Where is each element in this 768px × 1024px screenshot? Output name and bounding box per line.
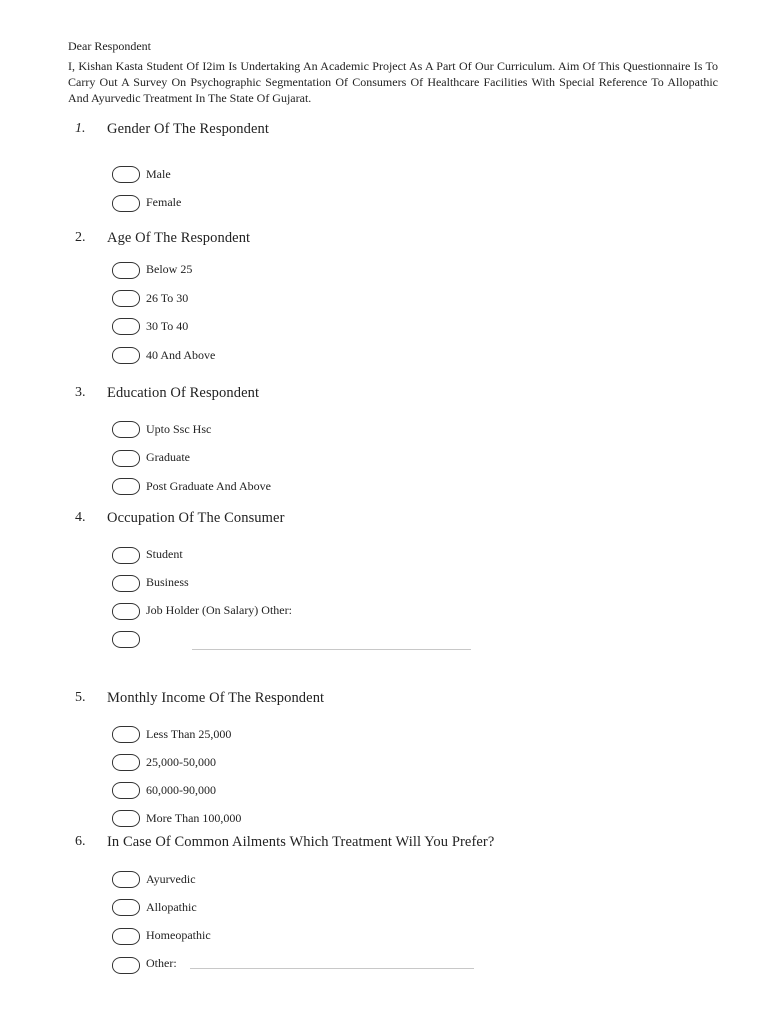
question-text: Age Of The Respondent [107,230,251,246]
question-text: Gender Of The Respondent [107,121,269,137]
radio-button[interactable] [112,478,140,495]
radio-button[interactable] [112,547,140,564]
radio-button[interactable] [112,421,140,438]
salutation: Dear Respondent [68,39,151,53]
option-label: Student [146,547,183,561]
radio-button[interactable] [112,603,140,620]
question-text: Monthly Income Of The Respondent [107,690,325,706]
option-label: 26 To 30 [146,291,189,305]
option-label: 30 To 40 [146,319,189,333]
radio-button[interactable] [112,575,140,592]
radio-button[interactable] [112,347,140,364]
option-label: Below 25 [146,262,193,276]
option-label: More Than 100,000 [146,811,242,825]
option-label: Business [146,575,189,589]
radio-button[interactable] [112,726,140,743]
option-label: Post Graduate And Above [146,479,271,493]
option-label: Job Holder (On Salary) Other: [146,603,292,617]
radio-button[interactable] [112,450,140,467]
question-number: 2. [75,230,86,245]
radio-button[interactable] [112,782,140,799]
radio-button[interactable] [112,290,140,307]
option-label: Ayurvedic [146,872,196,886]
radio-button[interactable] [112,754,140,771]
radio-button[interactable] [112,318,140,335]
option-label: 25,000-50,000 [146,755,216,769]
radio-button[interactable] [112,899,140,916]
radio-button[interactable] [112,195,140,212]
radio-button[interactable] [112,928,140,945]
option-label: Less Than 25,000 [146,727,232,741]
question-number: 3. [75,385,86,400]
option-label: Homeopathic [146,928,211,942]
radio-button[interactable] [112,262,140,279]
other-text-field[interactable] [190,968,474,969]
option-label: Allopathic [146,900,197,914]
option-label: Other: [146,956,177,970]
question-number: 1. [75,121,86,136]
option-label: 60,000-90,000 [146,783,216,797]
other-text-field[interactable] [192,649,471,650]
question-text: In Case Of Common Ailments Which Treatment Will You Prefer? [107,834,495,850]
question-text: Education Of Respondent [107,385,260,401]
question-number: 6. [75,834,86,849]
option-label: Graduate [146,450,190,464]
radio-button[interactable] [112,957,140,974]
option-label: Female [146,195,182,209]
radio-button[interactable] [112,631,140,648]
question-text: Occupation Of The Consumer [107,510,285,526]
radio-button[interactable] [112,166,140,183]
radio-button[interactable] [112,810,140,827]
option-label: Upto Ssc Hsc [146,422,212,436]
question-number: 4. [75,510,86,525]
option-label: Male [146,167,171,181]
option-label: 40 And Above [146,348,216,362]
question-number: 5. [75,690,86,705]
intro-paragraph: I, Kishan Kasta Student Of I2im Is Undertaking An Academic Project As A Part Of Our Curriculum. Aim Of This Questionnaire Is To Carry Out A Survey On Psychographic Segmentation Of Consumers Of Healthcare Facilities With Special Reference To Allopathic And Ayurvedic Treatment In The State Of Gujarat. [68,59,718,105]
radio-button[interactable] [112,871,140,888]
